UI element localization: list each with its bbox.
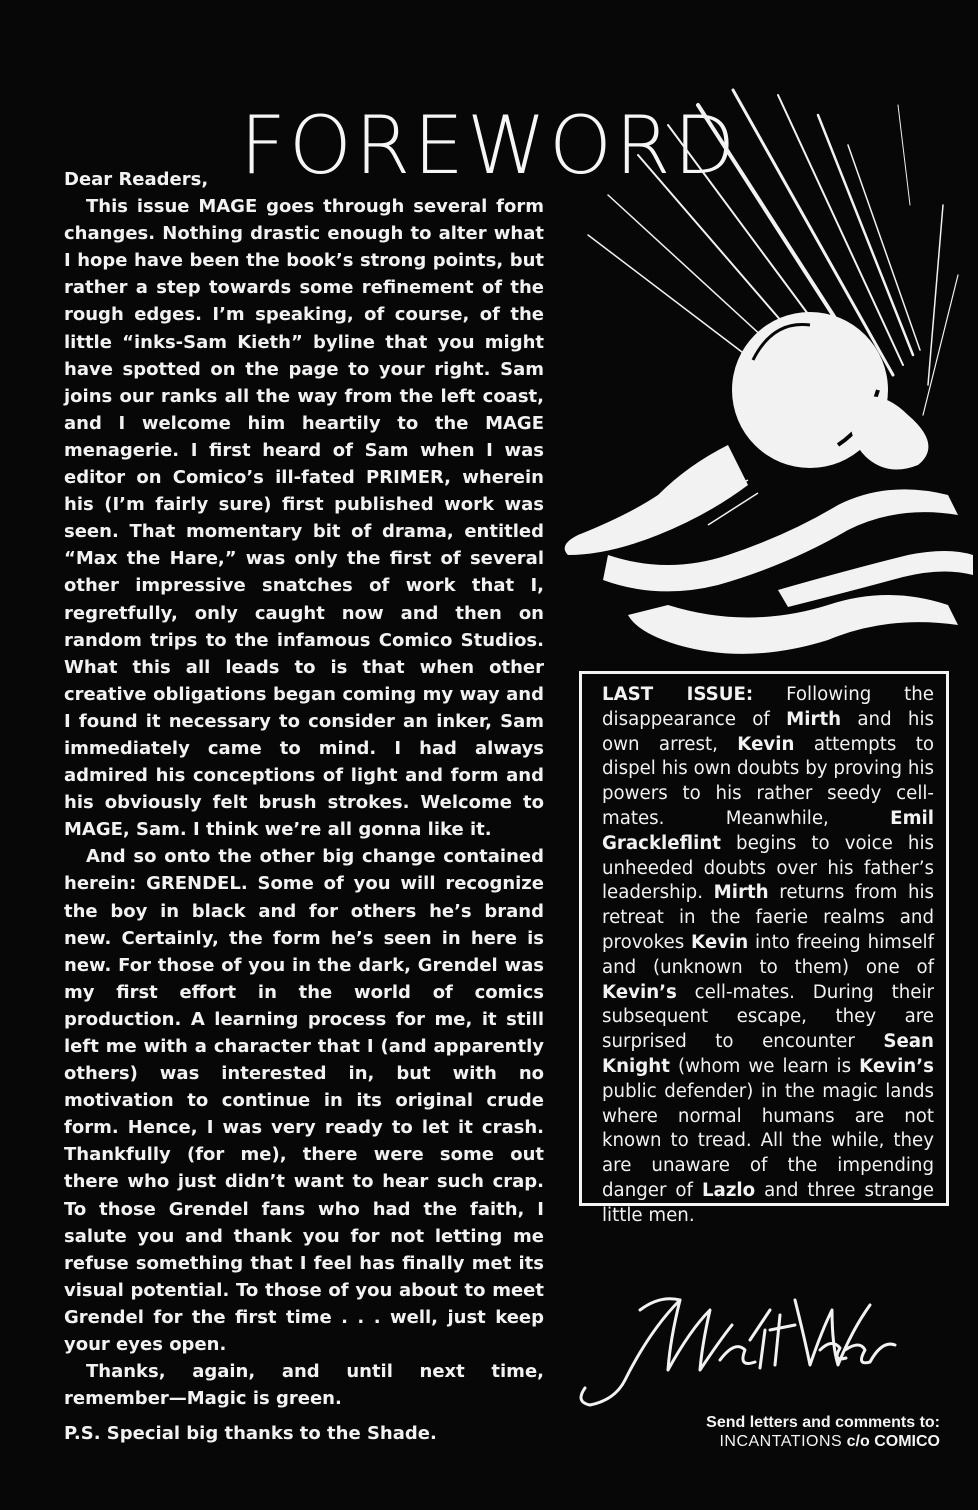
recap-name: Kevin <box>691 931 749 953</box>
recap-name: Emil Grackleflint <box>602 807 934 854</box>
recap-text: and three strange little men. <box>602 1179 934 1226</box>
page-title: FOREWORD <box>239 98 739 192</box>
recap-name: Sean Knight <box>602 1031 934 1077</box>
recap-text: into freeing himself and (unknown to them) one of <box>602 931 934 978</box>
send-letters-address <box>706 1432 940 1451</box>
letter-paragraph: This issue MAGE goes through several form changes. Nothing drastic enough to alter what I hope have been the book’s strong points, but rather a step towards some refinement of the rough edges. I’m speaking, of course, of the little “inks-Sam Kieth” byline that you might have spotted on the page to your right. Sam joins our ranks all the way from the left coast, and I welcome him heartily to the MAGE menagerie. I first heard of Sam when I was editor on Comico’s ill-fated PRIMER, wherein his (I’m fairly sure) first published work was seen. That momentary bit of drama, entitled “Max the Hare,” was only the first of several other impressive snatches of work that I, regretfully, only caught now and then on random trips to the infamous Comico Studios. What this all leads to is that when other creative obligations began coming my way and I found it necessary to consider an inker, Sam immediately came to mind. I had always admired his conceptions of light and form and his obviously felt brush strokes. Welcome to MAGE, Sam. I think we’re all gonna like it. <box>64 196 544 841</box>
address-via: c/o COMICO <box>846 1433 940 1450</box>
last-issue-recap-box <box>579 671 949 1226</box>
recap-name: Kevin’s <box>859 1055 934 1077</box>
address-name: INCANTATIONS <box>719 1433 843 1450</box>
moon-illustration <box>548 85 978 675</box>
recap-text: attempts to dispel his own doubts by proving his powers to his rather seedy cell-mates. Meanwhile, <box>602 733 934 829</box>
recap-text: (whom we learn is <box>669 1055 860 1077</box>
send-letters-notice <box>706 1413 940 1451</box>
recap-text: begins to voice his unheeded doubts over his father’s leadership. <box>602 832 934 904</box>
letter-paragraph: Thanks, again, and until next time, remember—Magic is green. <box>64 1361 544 1410</box>
recap-name: Mirth <box>786 708 842 730</box>
recap-text: cell-mates. During their subsequent escape, they are surprised to encounter <box>602 981 934 1053</box>
recap-text: returns from his retreat in the faerie realms and provokes <box>602 882 935 953</box>
letter-paragraph: And so onto the other big change contained herein: GRENDEL. Some of you will recognize the boy in black and for others he’s brand new. Certainly, the form he’s seen in here is new. For those of you in the dark, Grendel was my first effort in the world of comics production. A learning process for me, it still left me with a character that I (and apparently others) was interested in, but with no motivation to continue in its original crude form. Hence, I was very ready to let it crash. Thankfully (for me), there were some out there who just didn’t want to hear such crap. To those Grendel fans who had the faith, I salute you and thank you for not letting me refuse something that I feel has finally met its visual potential. To those of you about to meet Grendel for the first time . . . well, just keep your eyes open. <box>64 846 544 1356</box>
send-letters-label: Send letters and comments to: <box>706 1414 940 1431</box>
letter-postscript: P.S. Special big thanks to the Shade. <box>64 1423 437 1445</box>
letter-salutation: Dear Readers, <box>64 169 209 190</box>
recap-name: Lazlo <box>701 1179 756 1201</box>
recap-name: Kevin <box>737 733 795 755</box>
recap-text: public defender) in the magic lands where normal humans are not known to tread. All the while, they are unaware of the impending danger of <box>602 1080 934 1201</box>
recap-label: LAST ISSUE: <box>602 684 754 705</box>
last-issue-recap <box>602 683 934 1229</box>
recap-text: Following the disappearance of <box>602 684 934 730</box>
author-signature <box>570 1270 900 1420</box>
foreword-letter <box>64 166 544 1447</box>
recap-text: and his own arrest, <box>602 708 934 755</box>
recap-name: Mirth <box>713 882 769 904</box>
recap-name: Kevin’s <box>602 981 677 1003</box>
